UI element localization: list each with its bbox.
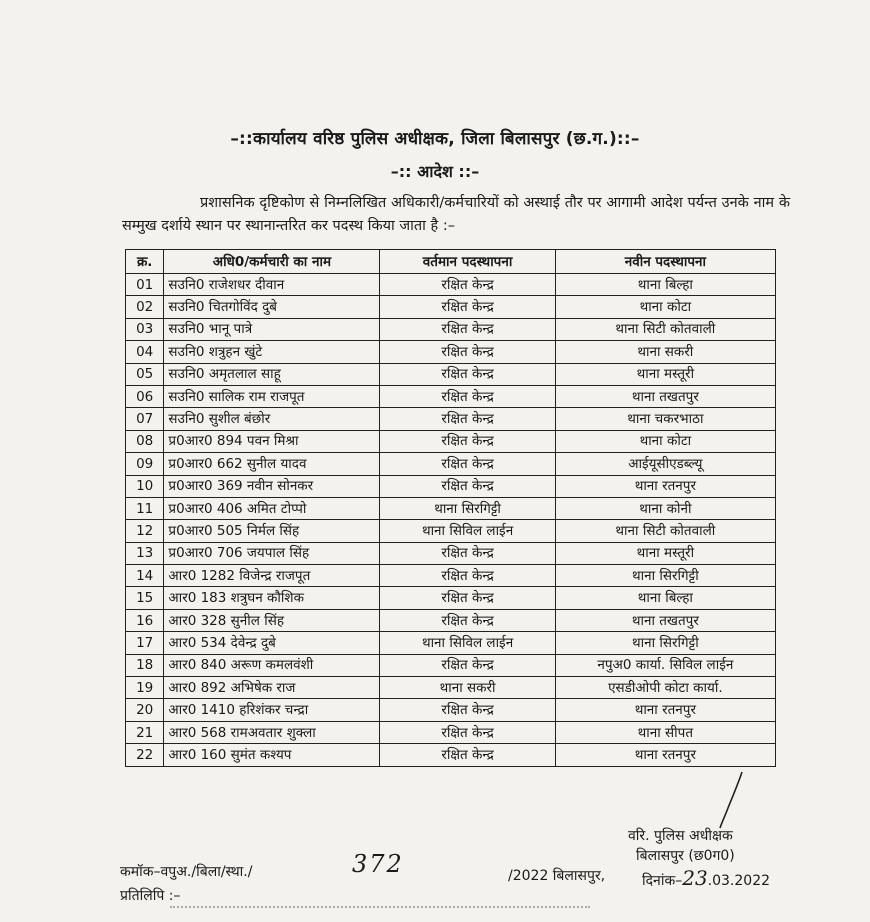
header-name: अधि0/कर्मचारी का नाम [164, 250, 380, 274]
cell-new-posting: थाना सिटी कोतवाली [555, 520, 775, 542]
cell-new-posting: थाना रतनपुर [555, 475, 775, 497]
cell-serial: 19 [126, 677, 164, 699]
cell-name: प्र0आर0 505 निर्मल सिंह [164, 520, 380, 542]
cell-serial: 06 [126, 385, 164, 407]
office-heading: –::कार्यालय वरिष्ठ पुलिस अधीक्षक, जिला बिलासपुर (छ.ग.)::– [230, 129, 640, 149]
cell-name: सउनि0 शत्रुहन खुंटे [164, 341, 380, 363]
cell-name: प्र0आर0 894 पवन मिश्रा [164, 430, 380, 452]
cell-serial: 22 [126, 744, 164, 766]
table-row [126, 341, 776, 363]
table-row [126, 721, 776, 743]
date-day-handwritten: 23 [682, 866, 708, 890]
table-row [126, 296, 776, 318]
cell-current-posting: थाना सकरी [380, 677, 555, 699]
table-row [126, 609, 776, 631]
cell-name: प्र0आर0 406 अमित टोप्पो [164, 497, 380, 519]
table-row [126, 453, 776, 475]
reference-year-place: /2022 बिलासपुर, [508, 868, 606, 884]
signatory-block [628, 826, 735, 866]
table-row [126, 632, 776, 654]
cell-new-posting: थाना बिल्हा [555, 274, 775, 296]
cell-current-posting: रक्षित केन्द्र [380, 385, 555, 407]
cell-serial: 21 [126, 721, 164, 743]
cell-current-posting: रक्षित केन्द्र [380, 296, 555, 318]
cell-new-posting: थाना सिटी कोतवाली [555, 318, 775, 340]
cell-name: आर0 160 सुमंत कश्यप [164, 744, 380, 766]
table-row [126, 318, 776, 340]
table-row [126, 497, 776, 519]
cell-new-posting: थाना बिल्हा [555, 587, 775, 609]
cell-serial: 10 [126, 475, 164, 497]
table-row [126, 744, 776, 766]
table-row [126, 408, 776, 430]
cell-serial: 02 [126, 296, 164, 318]
cell-serial: 09 [126, 453, 164, 475]
cell-current-posting: थाना सिरगिट्टी [380, 497, 555, 519]
cell-name: आर0 568 रामअवतार शुक्ला [164, 721, 380, 743]
cell-current-posting: रक्षित केन्द्र [380, 744, 555, 766]
cell-name: प्र0आर0 369 नवीन सोनकर [164, 475, 380, 497]
cell-new-posting: थाना सकरी [555, 341, 775, 363]
cell-name: सउनि0 राजेशधर दीवान [164, 274, 380, 296]
cell-current-posting: थाना सिविल लाईन [380, 632, 555, 654]
date-month-year: .03.2022 [707, 873, 771, 889]
cell-serial: 15 [126, 587, 164, 609]
cell-serial: 14 [126, 565, 164, 587]
cell-serial: 12 [126, 520, 164, 542]
cell-new-posting: थाना सिरगिट्टी [555, 632, 775, 654]
order-subheading: –:: आदेश ::– [390, 162, 480, 181]
cell-name: प्र0आर0 706 जयपाल सिंह [164, 542, 380, 564]
cell-name: सउनि0 सुशील बंछोर [164, 408, 380, 430]
cell-current-posting: रक्षित केन्द्र [380, 565, 555, 587]
cell-serial: 03 [126, 318, 164, 340]
cell-name: आर0 183 शत्रुघन कौशिक [164, 587, 380, 609]
cell-name: आर0 1282 विजेन्द्र राजपूत [164, 565, 380, 587]
cell-serial: 08 [126, 430, 164, 452]
cell-current-posting: रक्षित केन्द्र [380, 587, 555, 609]
intro-text: प्रशासनिक दृष्टिकोण से निम्नलिखित अधिकारी/कर्मचारियों को अस्थाई तौर पर आगामी आदेश पर्यन्त उनके नाम के सम्मुख दर्शाये स्थान पर स्थानान्तरित कर पदस्थ किया जाता है :– [122, 195, 790, 234]
cell-name: आर0 1410 हरिशंकर चन्द्रा [164, 699, 380, 721]
cell-name: सउनि0 सालिक राम राजपूत [164, 385, 380, 407]
cell-new-posting: थाना कोटा [555, 430, 775, 452]
cell-new-posting: थाना कोटा [555, 296, 775, 318]
copy-to-label: प्रतिलिपि :– [120, 888, 181, 904]
table-row [126, 274, 776, 296]
header-serial: क्र. [126, 250, 164, 274]
cell-new-posting: थाना तखतपुर [555, 385, 775, 407]
cell-name: सउनि0 भानू पात्रे [164, 318, 380, 340]
cell-current-posting: रक्षित केन्द्र [380, 408, 555, 430]
signature-scribble [716, 770, 746, 830]
table-row [126, 587, 776, 609]
cell-current-posting: रक्षित केन्द्र [380, 318, 555, 340]
transfer-table [125, 249, 776, 767]
order-intro-paragraph [122, 192, 790, 238]
signatory-title: वरि. पुलिस अधीक्षक [628, 828, 733, 844]
cell-current-posting: रक्षित केन्द्र [380, 542, 555, 564]
cell-name: आर0 328 सुनील सिंह [164, 609, 380, 631]
cell-serial: 04 [126, 341, 164, 363]
cell-name: प्र0आर0 662 सुनील यादव [164, 453, 380, 475]
reference-number-handwritten: 372 [352, 850, 404, 878]
order-date [642, 866, 770, 890]
cell-serial: 13 [126, 542, 164, 564]
cell-serial: 18 [126, 654, 164, 676]
cell-name: सउनि0 अमृतलाल साहू [164, 363, 380, 385]
cell-new-posting: आईयूसीएडब्ल्यू [555, 453, 775, 475]
cell-new-posting: थाना सीपत [555, 721, 775, 743]
cell-name: सउनि0 चितगोविंद दुबे [164, 296, 380, 318]
cell-current-posting: रक्षित केन्द्र [380, 453, 555, 475]
table-row [126, 542, 776, 564]
date-label: दिनांक– [642, 873, 683, 889]
header-current-posting: वर्तमान पदस्थापना [380, 250, 555, 274]
cell-serial: 01 [126, 274, 164, 296]
cell-current-posting: रक्षित केन्द्र [380, 699, 555, 721]
cell-serial: 11 [126, 497, 164, 519]
cell-new-posting: नपुअ0 कार्या. सिविल लाईन [555, 654, 775, 676]
cell-name: आर0 840 अरूण कमलवंशी [164, 654, 380, 676]
cell-new-posting: थाना तखतपुर [555, 609, 775, 631]
cell-current-posting: रक्षित केन्द्र [380, 609, 555, 631]
cell-current-posting: रक्षित केन्द्र [380, 430, 555, 452]
reference-label: कमॉक–वपुअ./बिला/स्था./ [120, 864, 253, 880]
cell-current-posting: थाना सिविल लाईन [380, 520, 555, 542]
cell-new-posting: थाना सिरगिट्टी [555, 565, 775, 587]
cell-new-posting: थाना चकरभाठा [555, 408, 775, 430]
table-row [126, 475, 776, 497]
cell-serial: 20 [126, 699, 164, 721]
cell-new-posting: थाना मस्तूरी [555, 542, 775, 564]
cell-serial: 07 [126, 408, 164, 430]
transfer-table-body [126, 274, 776, 767]
table-row [126, 699, 776, 721]
table-row [126, 363, 776, 385]
table-header-row [126, 250, 776, 274]
cell-current-posting: रक्षित केन्द्र [380, 475, 555, 497]
cell-current-posting: रक्षित केन्द्र [380, 274, 555, 296]
table-row [126, 565, 776, 587]
cell-new-posting: एसडीओपी कोटा कार्या. [555, 677, 775, 699]
cell-current-posting: रक्षित केन्द्र [380, 341, 555, 363]
cell-new-posting: थाना रतनपुर [555, 744, 775, 766]
cell-serial: 16 [126, 609, 164, 631]
cell-serial: 17 [126, 632, 164, 654]
table-row [126, 677, 776, 699]
cell-new-posting: थाना कोनी [555, 497, 775, 519]
table-row [126, 430, 776, 452]
cell-current-posting: रक्षित केन्द्र [380, 363, 555, 385]
table-row [126, 520, 776, 542]
table-row [126, 654, 776, 676]
cell-new-posting: थाना मस्तूरी [555, 363, 775, 385]
header-new-posting: नवीन पदस्थापना [555, 250, 775, 274]
cell-new-posting: थाना रतनपुर [555, 699, 775, 721]
signatory-place: बिलासपुर (छ0ग0) [636, 848, 735, 864]
cell-current-posting: रक्षित केन्द्र [380, 654, 555, 676]
cell-name: आर0 892 अभिषेक राज [164, 677, 380, 699]
cutoff-text-line [170, 906, 590, 922]
cell-name: आर0 534 देवेन्द्र दुबे [164, 632, 380, 654]
table-row [126, 385, 776, 407]
cell-current-posting: रक्षित केन्द्र [380, 721, 555, 743]
cell-serial: 05 [126, 363, 164, 385]
